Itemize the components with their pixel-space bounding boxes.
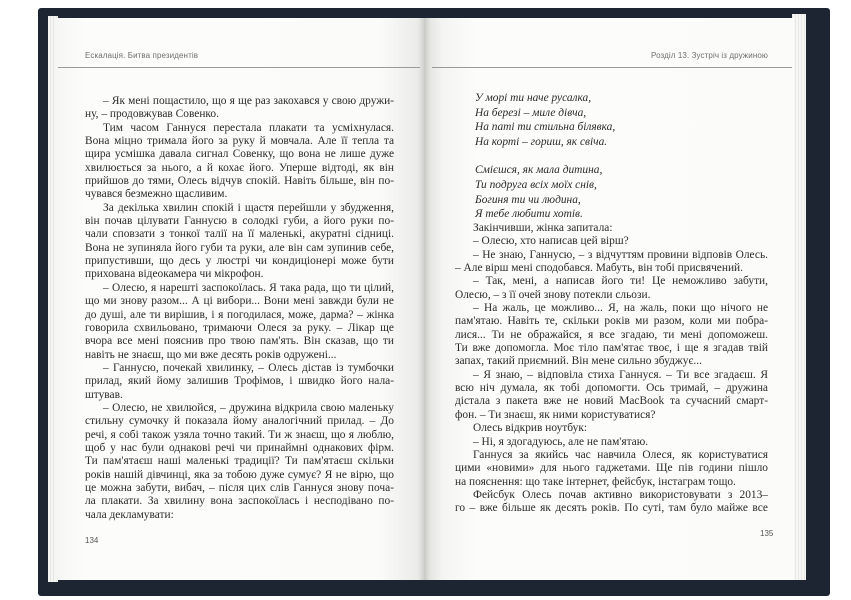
text-line: на пояснення: що таке інтернет, фейсбук, інстаграм тощо. — [455, 475, 736, 488]
paragraph — [455, 436, 768, 449]
text-line: Закінчивши, жінка запитала: — [473, 222, 613, 234]
poem-line: Я тебе любити хотів. — [475, 208, 583, 221]
poem-line: На корті – гориш, як свіча. — [475, 135, 608, 148]
paragraph — [455, 369, 768, 422]
paragraph — [455, 302, 768, 369]
paragraph — [455, 235, 768, 248]
poem-line: Богиня ти чи людина, — [475, 193, 581, 206]
text-line: Вона міцно тримала його за руку й мовчала. Але її тепла та — [85, 135, 394, 148]
paragraph — [455, 249, 768, 276]
text-line: – Але вірш мені сподобався. Мабуть, він тобі присвячений. — [455, 262, 744, 275]
poem-line: На паті ти стильна білявка, — [475, 121, 616, 134]
text-line: – Ганнусю, почекай хвилинку, – Олесь дістав із тумбочки — [103, 361, 394, 374]
paragraph — [85, 282, 394, 362]
text-line: чала декламувати: — [85, 508, 174, 521]
text-line: це можна забути, вибач, – після цих слів Ганнуся знову поча- — [85, 481, 394, 494]
text-line: пам'ятаю. Навіть те, скільки років ми разом, коли ми побра- — [455, 315, 768, 328]
text-line: За декілька хвилин спокій і щастя перейшли у збудження, — [103, 201, 394, 214]
text-line: речі, я собі також узяла точно такий. Ти ж знаєш, що я люблю, — [85, 428, 394, 441]
text-line: до душі, але ти вирішив, і я погодилася, може, дарма? – жінка — [85, 308, 394, 321]
text-line: щира усмішка давала сигнал Совенку, що вона не лише дуже — [85, 148, 394, 161]
paragraph — [85, 95, 394, 122]
text-line: цими «новими» для нього гаджетами. Ще пів години пішло — [455, 462, 768, 475]
text-line: Ти вже допомогла. Моє тіло пам'ятає твоє, і ще я згадав твій — [455, 342, 768, 355]
text-line: го – вже більше як десять років. По суті, там було майже все — [455, 502, 768, 515]
text-line: що ми знову разом... А ці вибори... Вони мені завжди були не — [85, 295, 394, 308]
paragraph — [455, 275, 768, 302]
text-line: фон. – Ти знаєш, як ними користуватися? — [455, 408, 656, 421]
page-number-right: 135 — [760, 529, 774, 538]
paragraph — [85, 122, 394, 202]
poem-stanza — [475, 163, 615, 221]
poem — [475, 91, 615, 236]
text-line: Тим часом Ганнуся перестала плакати та усміхнулася. — [103, 121, 394, 134]
page-edges-right — [792, 14, 806, 580]
text-line: – Олесю, хто написав цей вірш? — [473, 235, 629, 248]
text-line: щоб у нас були однакові речі чи принаймні однакових фірм. — [85, 441, 394, 454]
text-line: штував. — [85, 388, 123, 401]
text-line: всю ніч думала, як тобі допомогти. Ось тримай, – дружина — [455, 382, 768, 395]
paragraph — [455, 449, 768, 489]
text-line: Олесю, – з її очей знову потекли сльози. — [455, 288, 651, 301]
poem-line: На березі – миле дівча, — [475, 106, 587, 119]
text-line: – Так, мені, а написав його ти! Це неможливо забути, — [473, 275, 768, 288]
text-line: він почав цілувати Ганнусю в солодкі губи, а його руки по- — [85, 215, 394, 228]
text-line: Олесь відкрив ноутбук: — [473, 422, 588, 435]
paragraph — [85, 202, 394, 282]
paragraph — [455, 222, 768, 235]
right-page-body — [455, 222, 768, 516]
text-line: Фейсбук Олесь почав активно використовувати з 2013– — [473, 488, 768, 501]
book-gutter — [418, 18, 430, 580]
text-line: чали сповзати з тонкої талії на її маленькі, акуратні сідниці. — [85, 228, 394, 241]
text-line: Ганнуся за якийсь час навчила Олеся, як користуватися — [473, 448, 768, 461]
paragraph — [85, 402, 394, 522]
text-line: дістала з пакета вже не новий MacBook та сучасний смарт- — [455, 395, 768, 408]
text-line: говорила схвильовано, тримаючи Олеся за руку. – Лікар ще — [85, 321, 394, 334]
page-number-left: 134 — [85, 536, 99, 545]
header-rule-right — [432, 67, 792, 68]
left-page-body — [85, 95, 394, 522]
paragraph — [85, 362, 394, 402]
text-line: стильну сумочку й показала йому аналогічний прилад. – До — [85, 415, 394, 428]
paragraph — [455, 422, 768, 435]
text-line: хвилюється за нього, а й кохає його. Уперше відтоді, як він — [85, 161, 394, 174]
text-line: чувався безмежно щасливим. — [85, 188, 228, 201]
header-rule-left — [58, 67, 420, 68]
text-line: – Ні, я здогадуюсь, але не пам'ятаю. — [473, 435, 649, 448]
text-line: припустивши, що десь у люстрі чи кондиціонері може бути — [85, 255, 394, 268]
running-head-right: Розділ 13. Зустріч із дружиною — [650, 51, 768, 60]
text-line: – На жаль, це можливо... Я, на жаль, поки що нічого не — [473, 302, 768, 315]
text-line: – Олесю, я нарешті заспокоїлась. Я така рада, що ти цілий, — [103, 281, 394, 294]
text-line: запах, такий приємний. Він мене сильно збуджує... — [455, 355, 702, 368]
text-line: лися... Ти не ображайся, я все згадаю, ти мені допоможеш. — [455, 328, 768, 341]
text-line: – Я знаю, – відповіла стиха Ганнуся. – Ти все згадаєш. Я — [473, 368, 768, 381]
text-line: – Не знаю, Ганнусю, – з відчуттям провини відповів Олесь. — [473, 248, 768, 261]
text-line: років нашій дівчинці, яка за тобою дуже сумує? Я не вірю, що — [85, 468, 394, 481]
paragraph — [455, 489, 768, 516]
text-line: вчора все мені пояснив про твою пам'ять. Він сказав, що ти — [85, 335, 394, 348]
running-head-left: Ескалація. Битва президентів — [85, 51, 199, 60]
text-line: Вона не зупиняла його губи та руки, але він сам зупинив себе, — [85, 241, 394, 254]
text-line: Ти пам'ятаєш наші маленькі традиції? Ти пам'ятаєш скільки — [85, 455, 394, 468]
text-line: прихована відеокамера чи мікрофон. — [85, 268, 264, 281]
poem-line: У морі ти наче русалка, — [475, 92, 592, 104]
poem-line: Смієшся, як мала дитина, — [475, 164, 603, 177]
text-line: – Олесю, не хвилюйся, – дружина відкрила свою маленьку — [103, 401, 394, 414]
text-line: ла плакати. За хвилину вона заспокоїлась і несподівано по- — [85, 495, 394, 508]
text-line: прилад, який йому залишив Трофімов, і швидко його нала- — [85, 375, 394, 388]
text-line: прийшов до тями, Олесь відчув спокій. Навіть більше, він по- — [85, 175, 394, 188]
poem-stanza — [475, 91, 615, 149]
text-line: ну, – продовжував Совенко. — [85, 108, 219, 121]
text-line: навіть не знаєш, що ми вже десять років одружені... — [85, 348, 337, 361]
text-line: – Як мені пощастило, що я ще раз закохався у свою дружи- — [103, 95, 394, 107]
poem-line: Ти подруга всіх моїх снів, — [475, 178, 597, 191]
